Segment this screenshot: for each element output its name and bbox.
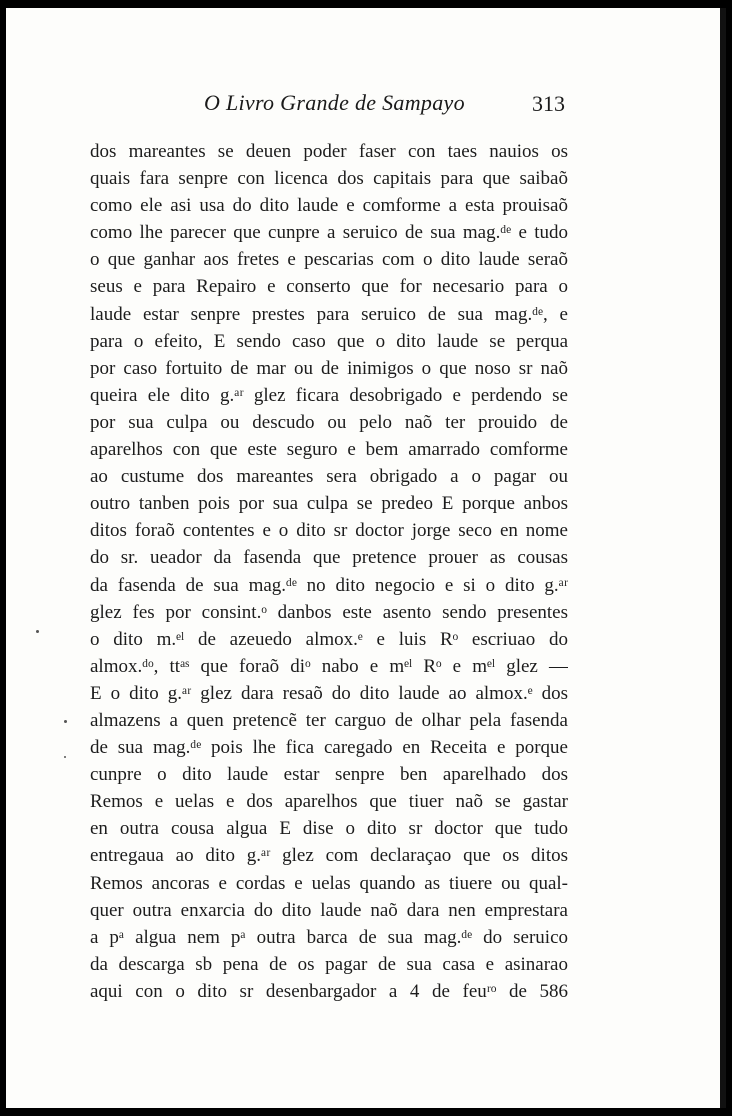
text-line: o que ganhar aos fretes e pescarias com o dito laude seraõ [90, 249, 568, 271]
text-line: en outra cousa algua E dise o dito sr doctor que tudo [90, 818, 568, 840]
text-line: outro tanben pois por sua culpa se predeo E porque anbos [90, 493, 568, 515]
text-line: entregaua ao dito g.ᵃʳ glez com declaraçao que os ditos [90, 845, 568, 867]
text-line: do sr. ueador da fasenda que pretence prouer as cousas [90, 547, 568, 569]
scan-speck [64, 720, 67, 723]
text-line: laude estar senpre prestes para seruico de sua mag.ᵈᵉ, e [90, 303, 568, 325]
text-line: E o dito g.ᵃʳ glez dara resaõ do dito laude ao almox.ᵉ dos [90, 682, 568, 704]
document-page [6, 8, 721, 1108]
text-line: Remos e uelas e dos aparelhos que tiuer naõ se gastar [90, 791, 568, 813]
text-line: por sua culpa ou descudo ou pelo naõ ter prouido de [90, 411, 568, 433]
page-header [6, 90, 720, 122]
text-line: aqui con o dito sr desenbargador a 4 de feuʳᵒ de 586 [90, 980, 568, 1002]
page-edge-shadow [720, 8, 726, 1108]
running-title: O Livro Grande de Sampayo [204, 90, 465, 115]
text-line: a pᵃ algua nem pᵃ outra barca de sua mag.ᵈᵉ do seruico [90, 926, 568, 948]
text-line: queira ele dito g.ᵃʳ glez ficara desobrigado e perdendo se [90, 384, 568, 406]
text-line: quer outra enxarcia do dito laude naõ dara nen emprestara [90, 899, 568, 921]
text-line: almox.ᵈᵒ, ttᵃˢ que foraõ diᵒ nabo e mᵉˡ Rᵒ e mᵉˡ glez — [90, 655, 568, 677]
text-line: para o efeito, E sendo caso que o dito laude se perqua [90, 330, 568, 352]
text-line: dos mareantes se deuen poder faser con taes nauios os [90, 141, 568, 162]
text-line: ao custume dos mareantes sera obrigado a o pagar ou [90, 466, 568, 488]
text-line: da fasenda de sua mag.ᵈᵉ no dito negocio e si o dito g.ᵃʳ [90, 574, 568, 596]
text-line: por caso fortuito de mar ou de inimigos o que noso sr naõ [90, 357, 568, 379]
text-line: como ele asi usa do dito laude e comforme a esta prouisaõ [90, 195, 568, 217]
text-line: o dito m.ᵉˡ de azeuedo almox.ᵉ e luis Rᵒ escriuao do [90, 628, 568, 650]
body-text [90, 138, 568, 1005]
scan-speck [64, 756, 66, 758]
text-line: aparelhos con que este seguro e bem amarrado comforme [90, 439, 568, 461]
text-line: de sua mag.ᵈᵉ pois lhe fica caregado en Receita e porque [90, 737, 568, 759]
text-line: glez fes por consint.ᵒ danbos este asento sendo presentes [90, 601, 568, 623]
text-line: seus e para Repairo e conserto que for necesario para o [90, 276, 568, 298]
text-line: quais fara senpre con licenca dos capitais para que saibaõ [90, 168, 568, 190]
text-line: da descarga sb pena de os pagar de sua casa e asinarao [90, 953, 568, 975]
page-number: 313 [532, 91, 565, 116]
text-line: almazens a quen pretencẽ ter carguo de olhar pela fasenda [90, 709, 568, 731]
text-line: Remos ancoras e cordas e uelas quando as tiuere ou qual- [90, 872, 568, 894]
text-line: ditos foraõ contentes e o dito sr doctor jorge seco en nome [90, 520, 568, 542]
scan-speck [36, 630, 39, 633]
text-line: como lhe parecer que cunpre a seruico de sua mag.ᵈᵉ e tudo [90, 222, 568, 244]
text-line: cunpre o dito laude estar senpre ben aparelhado dos [90, 764, 568, 786]
